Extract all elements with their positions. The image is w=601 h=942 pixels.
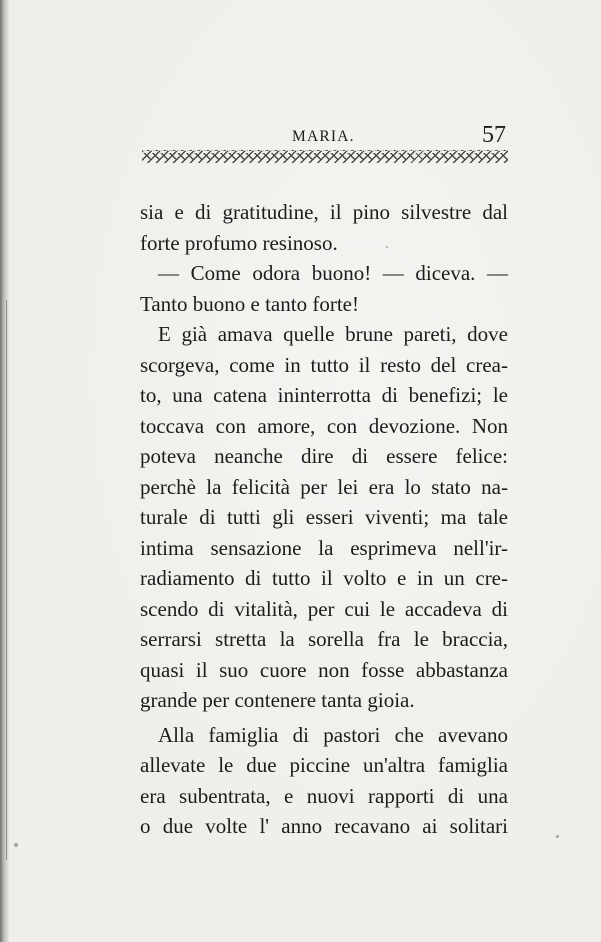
text-line: intima sensazione la esprimeva nell'ir- xyxy=(140,535,508,560)
page-number: 57 xyxy=(482,122,506,148)
text-line: poteva neanche dire di essere felice: xyxy=(140,444,508,468)
text-line: — Come odora buono! — diceva. — xyxy=(158,261,508,285)
text-line: era subentrata, e nuovi rapporti di una xyxy=(140,783,508,808)
page-gutter xyxy=(0,0,9,942)
text-line: o due volte l' anno recavano ai solitari xyxy=(140,814,508,838)
running-head: MARIA. xyxy=(292,128,355,145)
text-line: Tanto buono e tanto forte! xyxy=(140,291,359,316)
text-line: Alla famiglia di pastori che avevano xyxy=(158,722,508,747)
text-line: turale di tutti gli esseri viventi; ma tale xyxy=(140,505,508,529)
gutter-shadow-line xyxy=(6,300,7,860)
text-line: sia e di gratitudine, il pino silvestre dal xyxy=(140,200,508,224)
text-line: radiamento di tutto il volto e in un cre- xyxy=(140,566,508,590)
text-line: serrarsi stretta la sorella fra le braccia, xyxy=(140,627,508,651)
text-line: forte profumo resinoso. xyxy=(140,230,338,255)
text-line: allevate le due piccine un'altra famiglia xyxy=(140,753,508,777)
body-text xyxy=(140,197,508,842)
decorative-rule xyxy=(142,150,508,163)
text-line: grande per contenere tanta gioia. xyxy=(140,688,415,712)
paper-speck xyxy=(386,246,388,248)
paper-speck xyxy=(556,835,559,838)
text-line: scorgeva, come in tutto il resto del crea- xyxy=(140,352,508,377)
text-line: scendo di vitalità, per cui le accadeva di xyxy=(140,596,508,621)
text-line: quasi il suo cuore non fosse abbastanza xyxy=(140,657,508,682)
text-line: perchè la felicità per lei era lo stato na- xyxy=(140,474,508,499)
text-line: toccava con amore, con devozione. Non xyxy=(140,413,508,438)
text-line: to, una catena ininterrotta di benefizi; le xyxy=(140,383,508,407)
text-line: E già amava quelle brune pareti, dove xyxy=(158,322,508,346)
paper-speck xyxy=(14,843,18,847)
